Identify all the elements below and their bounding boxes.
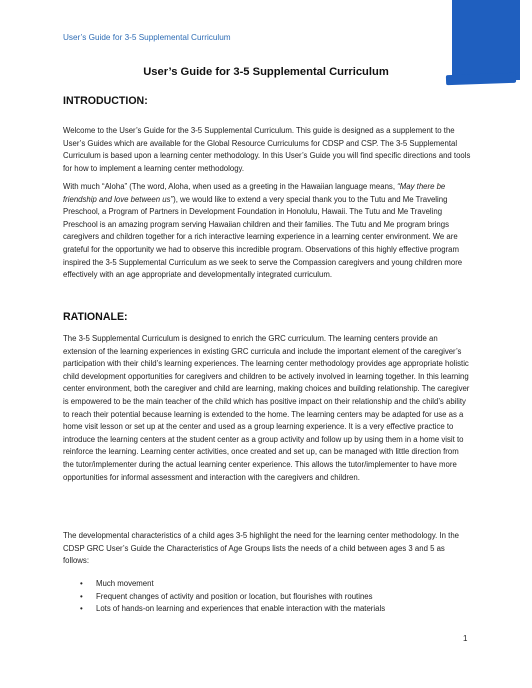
rationale-paragraph-2: The developmental characteristics of a child ages 3-5 highlight the need for the learning center methodology. In the CDSP GRC User’s Guide the Characteristics of Age Groups lists the needs of a child between ages 3 and 5 as follows: [63,531,460,566]
list-item: • Much movement [80,578,470,591]
introduction-heading: INTRODUCTION: [63,95,148,107]
intro-p2-start: With much “Aloha” (The word, Aloha, when used as a greeting in the Hawaiian language means, [63,182,398,191]
aloha-quote: “May there be friendship and love between us” [63,182,446,204]
running-header: User’s Guide for 3-5 Supplemental Curriculum [63,33,231,42]
document-title: User’s Guide for 3-5 Supplemental Curriculum [143,66,389,78]
page-number: 1 [463,634,468,643]
introduction-paragraph-2 [63,181,471,282]
rationale-heading: RATIONALE: [63,311,128,323]
rationale-paragraph-1: The 3-5 Supplemental Curriculum is designed to enrich the GRC curriculum. The learning centers provide an extension of the learning experiences in existing GRC curricula and include the important element of the caregiver’s participation with their child’s learning experiences. The learning center methodology provides age appropriate holistic child development opportunities for caregivers and children to be actively involved in learning together. In this learning center environment, both the caregiver and child are learning, making choices and building relationship. The caregiver is empowered to be the main teacher of the child which has positive impact on their relationship and the child’s ability to reach their potential because learning is extended to the home. The learning centers may be adapted for use as a home visit lesson or set up at the center and used as a group learning experience. It is a very effective practice to introduce the learning centers at the student center as a group activity and follow up by using them in a home visit to reinforce the learning. Learning center activities, once created and set up, can be managed with little direction from the tutor/implementer during the actual learning center experience. This allows the tutor/implementer to have more opportunities for informal assessment and interaction with the caregivers and children. [63,334,470,482]
bullet-icon: • [80,579,83,588]
needs-bullet-list [80,578,470,616]
list-item: • Lots of hands-on learning and experiences that enable interaction with the materials [80,603,470,616]
intro-p2-end: ), we would like to extend a very special thank you to the Tutu and Me Traveling Preschool, a Program of Partners in Development Foundation in Honolulu, Hawaii. The Tutu and Me Traveling Preschool is an amazing program serving Hawaiian children and their families. The Tutu and Me program brings caregivers and children together for a rich interactive learning experience in a learning center environment. We are grateful for the opportunity we had to observe this incredible program. Observations of this highly effective program inspired the 3-5 Supplemental Curriculum as we seek to serve the Compassion caregivers and young children more effectively with an age appropriate and developmentally integrated curriculum. [63,194,463,280]
bullet-icon: • [80,591,83,601]
bullet-icon: • [80,604,83,614]
list-item: • Frequent changes of activity and position or location, but flourishes with routines [80,591,470,604]
introduction-paragraph-1: Welcome to the User’s Guide for the 3-5 Supplemental Curriculum. This guide is designed as a supplement to the User’s Guides which are available for the Global Resource Curriculums for CDSP and CSP. The 3-5 Supplemental Curriculum is based upon a learning center methodology. In this User’s Guide you will find specific directions and tools for how to implement a learning center methodology. [63,126,471,173]
